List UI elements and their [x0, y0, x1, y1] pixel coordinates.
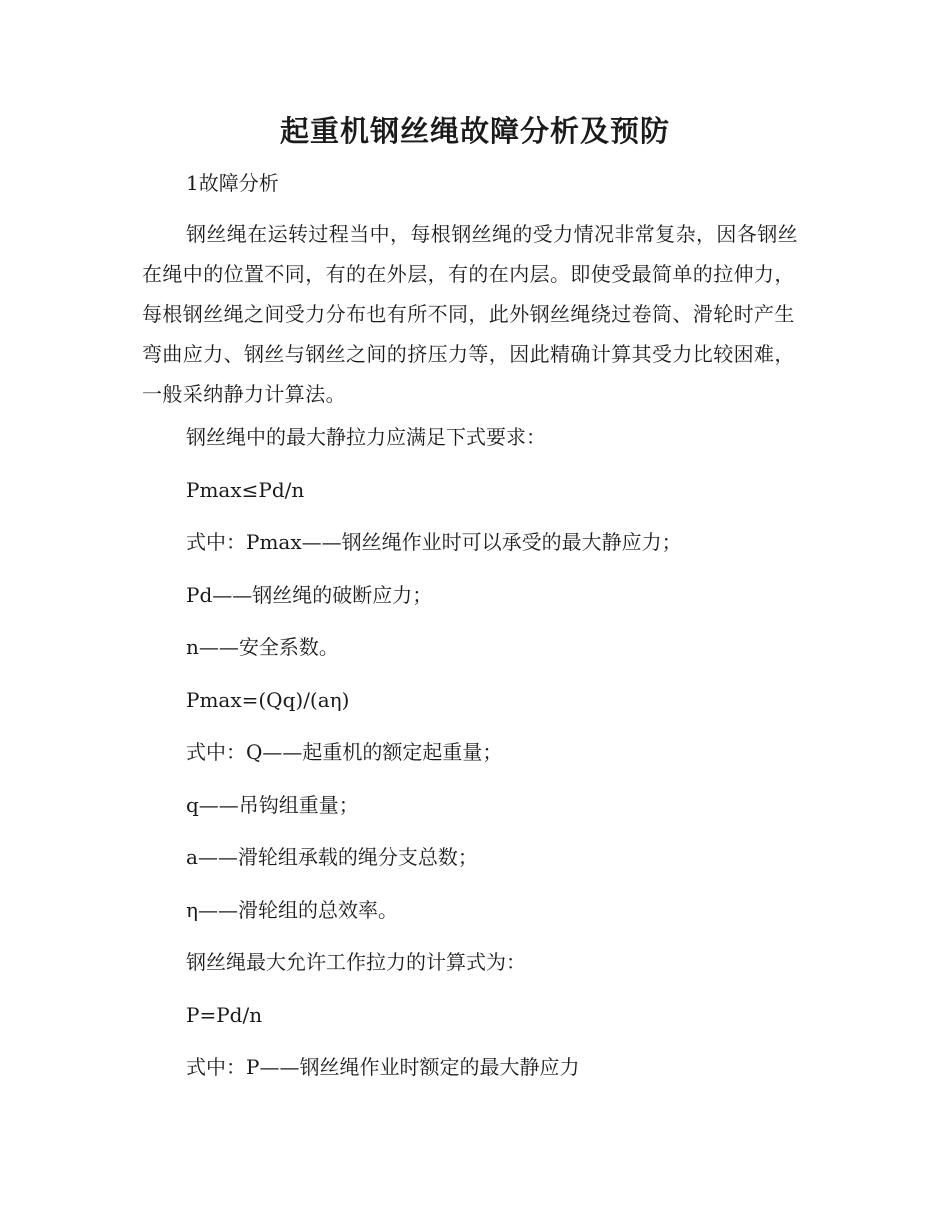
definition-pmax: 式中：Pmax——钢丝绳作业时可以承受的最大静应力；	[186, 530, 682, 554]
definition-q-capacity: 式中：Q——起重机的额定起重量；	[186, 740, 503, 764]
text-line-max-tension: 钢丝绳最大允许工作拉力的计算式为：	[186, 950, 526, 974]
formula-pmax-limit: Pmax≤Pd/n	[186, 478, 305, 502]
text-line-requirement: 钢丝绳中的最大静拉力应满足下式要求：	[186, 425, 546, 449]
definition-n: n——安全系数。	[186, 635, 339, 659]
formula-pmax: Pmax=(Qq)/(aη)	[186, 688, 350, 712]
section-heading: 1故障分析	[186, 171, 279, 195]
definition-eta: η——滑轮组的总效率。	[186, 898, 398, 922]
intro-paragraph: 钢丝绳在运转过程当中，每根钢丝绳的受力情况非常复杂，因各钢丝在绳中的位置不同，有的在外层，有的在内层。即使受最简单的拉伸力，每根钢丝绳之间受力分布也有所不同，此外钢丝绳绕过卷筒、滑轮时产生弯曲应力、钢丝与钢丝之间的挤压力等，因此精确计算其受力比较困难，一般采纳静力计算法。	[142, 222, 798, 406]
definition-a: a——滑轮组承载的绳分支总数；	[186, 845, 478, 869]
definition-pd: Pd——钢丝绳的破断应力；	[186, 583, 433, 607]
formula-p: P=Pd/n	[186, 1003, 263, 1027]
definition-p: 式中：P——钢丝绳作业时额定的最大静应力	[186, 1055, 580, 1079]
definition-q-hook: q——吊钩组重量；	[186, 793, 359, 817]
document-title: 起重机钢丝绳故障分析及预防	[279, 114, 670, 148]
